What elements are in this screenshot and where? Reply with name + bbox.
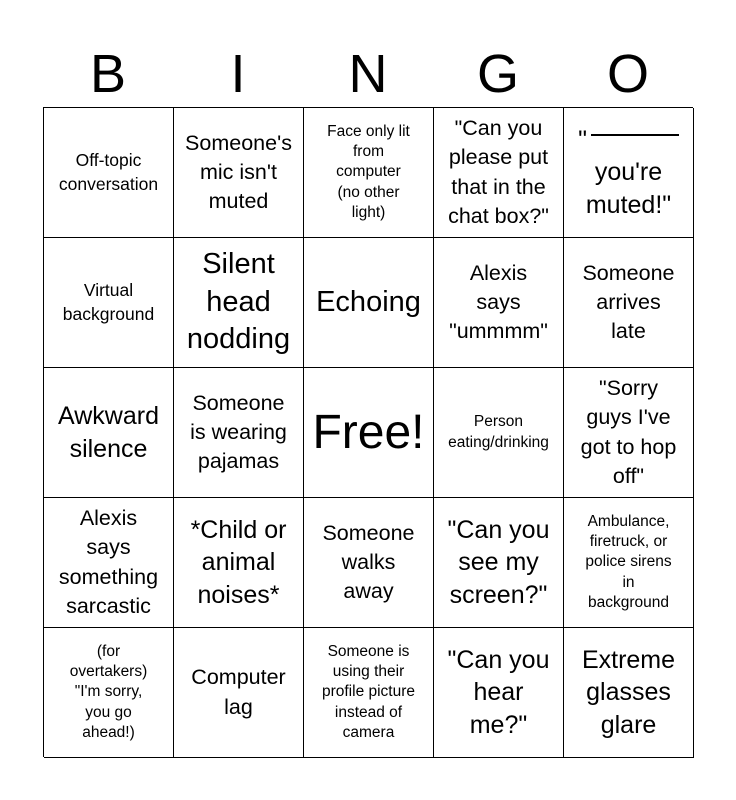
cell-text: Alexis says "ummmm" — [449, 260, 548, 343]
cell-text: Echoing — [316, 285, 421, 318]
cell-text: Someone arrives late — [582, 260, 675, 343]
header-letter-n: N — [348, 44, 388, 104]
cell-text — [578, 124, 679, 222]
cell-text: Free! — [312, 405, 425, 459]
cell-text: Face only lit from computer (no other light) — [327, 123, 410, 221]
header-letter-g: G — [476, 44, 519, 104]
header-letter-o: O — [606, 44, 649, 104]
header-letter-i: I — [230, 44, 246, 104]
bingo-board — [43, 107, 693, 757]
bingo-cell[interactable] — [304, 238, 434, 368]
bingo-cell[interactable] — [564, 368, 694, 498]
bingo-cell[interactable] — [44, 498, 174, 628]
cell-text: Off-topic conversation — [58, 150, 159, 194]
bingo-cell[interactable] — [564, 498, 694, 628]
cell-text: Someone is using their profile picture instead of camera — [321, 643, 416, 741]
bingo-cell[interactable] — [434, 108, 564, 238]
bingo-cell[interactable] — [174, 368, 304, 498]
bingo-cell[interactable] — [434, 628, 564, 758]
cell-text: Ambulance, firetruck, or police sirens in background — [585, 513, 672, 611]
bingo-cell[interactable] — [564, 108, 694, 238]
cell-text: "Can you hear me?" — [447, 645, 550, 739]
bingo-cell[interactable] — [174, 628, 304, 758]
bingo-cell[interactable] — [174, 238, 304, 368]
header-letter-b: B — [89, 44, 127, 104]
muted-text: you're muted!" — [585, 158, 672, 219]
bingo-cell[interactable] — [304, 498, 434, 628]
bingo-cell[interactable] — [44, 238, 174, 368]
cell-text: Alexis says something sarcastic — [58, 506, 159, 618]
muted-quote: " — [578, 125, 587, 154]
free-space-cell[interactable] — [304, 368, 434, 498]
cell-text: Extreme glasses glare — [581, 645, 676, 739]
cell-text: Silent head nodding — [186, 247, 291, 356]
cell-text: Someone's mic isn't muted — [185, 130, 292, 213]
cell-text: Awkward silence — [58, 402, 159, 463]
bingo-cell[interactable] — [434, 368, 564, 498]
bingo-cell[interactable] — [304, 628, 434, 758]
bingo-cell[interactable] — [564, 238, 694, 368]
cell-text: Someone is wearing pajamas — [190, 390, 287, 473]
bingo-cell[interactable] — [434, 238, 564, 368]
cell-text: Virtual background — [62, 280, 155, 324]
bingo-cell[interactable] — [44, 628, 174, 758]
cell-text: *Child or animal noises* — [190, 515, 287, 609]
cell-text: Person eating/drinking — [448, 413, 549, 451]
cell-text: Computer lag — [191, 665, 286, 719]
bingo-header — [43, 40, 693, 108]
cell-text: "Can you see my screen?" — [447, 515, 550, 609]
blank-line — [591, 134, 679, 136]
bingo-cell[interactable] — [44, 108, 174, 238]
cell-text: "Sorry guys I've got to hop off" — [580, 376, 677, 488]
bingo-cell[interactable] — [174, 498, 304, 628]
bingo-cell[interactable] — [44, 368, 174, 498]
bingo-cell[interactable] — [434, 498, 564, 628]
bingo-cell[interactable] — [564, 628, 694, 758]
cell-text: "Can you please put that in the chat box?" — [448, 116, 549, 228]
cell-text: (for overtakers) "I'm sorry, you go ahead!) — [69, 643, 148, 741]
cell-text: Someone walks away — [322, 520, 415, 603]
bingo-cell[interactable] — [174, 108, 304, 238]
bingo-cell[interactable] — [304, 108, 434, 238]
